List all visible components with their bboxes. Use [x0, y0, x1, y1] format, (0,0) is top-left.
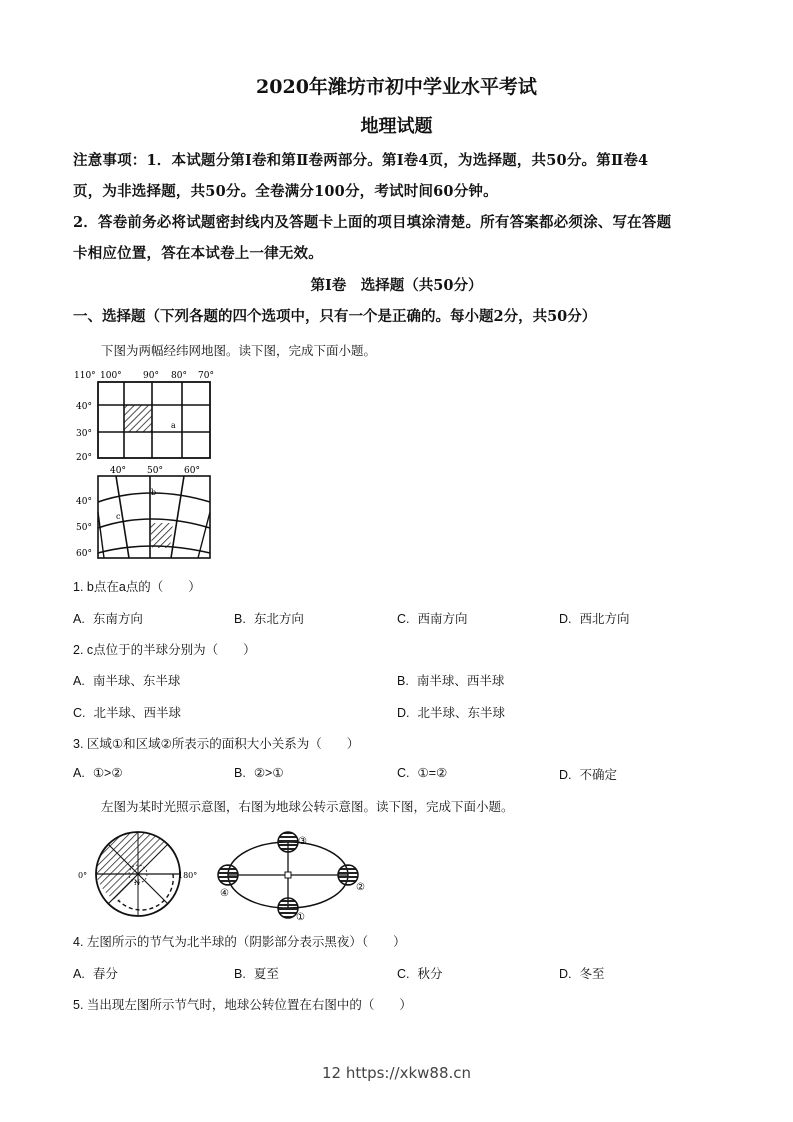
q2-option-a[interactable]: A. 南半球、东半球 — [73, 674, 181, 688]
question-3-stem: 3. 区域①和区域②所表示的面积大小关系为（ ） — [73, 737, 360, 751]
q3-option-b[interactable]: B. ②>① — [234, 766, 284, 780]
svg-text:50°: 50° — [147, 466, 163, 476]
exam-title: 2020年潍坊市初中学业水平考试 — [256, 76, 537, 98]
group2-intro: 左图为某时光照示意图，右图为地球公转示意图。读下图，完成下面小题。 — [101, 799, 514, 814]
q2-option-b[interactable]: B. 南半球、西半球 — [397, 674, 505, 688]
svg-text:50°: 50° — [76, 523, 92, 533]
graticule-map-2 — [74, 462, 224, 562]
svg-text:70°: 70° — [198, 371, 214, 381]
svg-text:80°: 80° — [171, 371, 187, 381]
q1-option-c[interactable]: C. 西南方向 — [397, 612, 468, 626]
q3-option-d[interactable]: D. 不确定 — [559, 768, 618, 782]
svg-text:30°: 30° — [76, 429, 92, 439]
orbit-diagram — [212, 828, 372, 922]
q4-option-c[interactable]: C. 秋分 — [397, 967, 443, 981]
q2-option-c[interactable]: C. 北半球、西半球 — [73, 706, 182, 720]
svg-text:60°: 60° — [184, 466, 200, 476]
svg-text:②: ② — [356, 882, 365, 893]
notes-line-1: 注意事项：1．本试题分第Ⅰ卷和第Ⅱ卷两部分。第Ⅰ卷4页，为选择题，共50分。第Ⅱ卷4 — [73, 152, 649, 169]
svg-text:90°: 90° — [143, 371, 159, 381]
question-1-stem: 1. b点在a点的（ ） — [73, 580, 201, 594]
illumination-diagram — [78, 828, 198, 920]
q4-option-a[interactable]: A. 春分 — [73, 967, 118, 981]
exam-subtitle: 地理试题 — [360, 116, 433, 137]
group1-intro: 下图为两幅经纬网地图。读下图，完成下面小题。 — [101, 343, 377, 358]
question-4-stem: 4. 左图所示的节气为北半球的（阴影部分表示黑夜）（ ） — [73, 935, 406, 949]
svg-text:0°: 0° — [78, 871, 88, 880]
question-2-stem: 2. c点位于的半球分别为（ ） — [73, 643, 256, 657]
q1-option-b[interactable]: B. 东北方向 — [234, 612, 304, 626]
q1-option-d[interactable]: D. 西北方向 — [559, 612, 630, 626]
q4-option-b[interactable]: B. 夏至 — [234, 967, 279, 981]
svg-text:④: ④ — [220, 888, 229, 899]
q2-option-d[interactable]: D. 北半球、东半球 — [397, 706, 506, 720]
notes-line-4: 卡相应位置，答在本试卷上一律无效。 — [73, 245, 323, 262]
svg-text:40°: 40° — [110, 466, 126, 476]
part-title: 一、选择题（下列各题的四个选项中，只有一个是正确的。每小题2分，共50分） — [73, 308, 597, 325]
notes-line-3: 2．答卷前务必将试题密封线内及答题卡上面的项目填涂清楚。所有答案都必须涂、写在答题 — [73, 214, 672, 231]
question-5-stem: 5. 当出现左图所示节气时，地球公转位置在右图中的（ ） — [73, 998, 412, 1012]
svg-text:①: ① — [296, 912, 305, 922]
svg-text:N: N — [134, 879, 141, 887]
q1-option-a[interactable]: A. 东南方向 — [73, 612, 143, 626]
notes-line-2: 页，为非选择题，共50分。全卷满分100分，考试时间60分钟。 — [73, 183, 498, 200]
svg-text:180°: 180° — [178, 871, 198, 880]
q3-option-c[interactable]: C. ①=② — [397, 766, 448, 780]
page-footer: 12 https://xkw88.cn — [321, 1064, 472, 1082]
svg-text:60°: 60° — [76, 549, 92, 559]
q4-option-d[interactable]: D. 冬至 — [559, 967, 605, 981]
svg-text:20°: 20° — [76, 453, 92, 462]
point-a-label: a — [171, 421, 176, 430]
svg-text:③: ③ — [298, 836, 307, 847]
svg-text:100°: 100° — [100, 371, 122, 381]
graticule-map-1 — [74, 366, 224, 462]
q3-option-a[interactable]: A. ①>② — [73, 766, 123, 780]
svg-text:40°: 40° — [76, 497, 92, 507]
point-c-label: c — [116, 512, 121, 521]
section-title: 第Ⅰ卷 选择题（共50分） — [310, 277, 483, 294]
point-b-label: b — [151, 488, 157, 497]
svg-text:110°: 110° — [74, 371, 96, 381]
svg-text:40°: 40° — [76, 402, 92, 412]
